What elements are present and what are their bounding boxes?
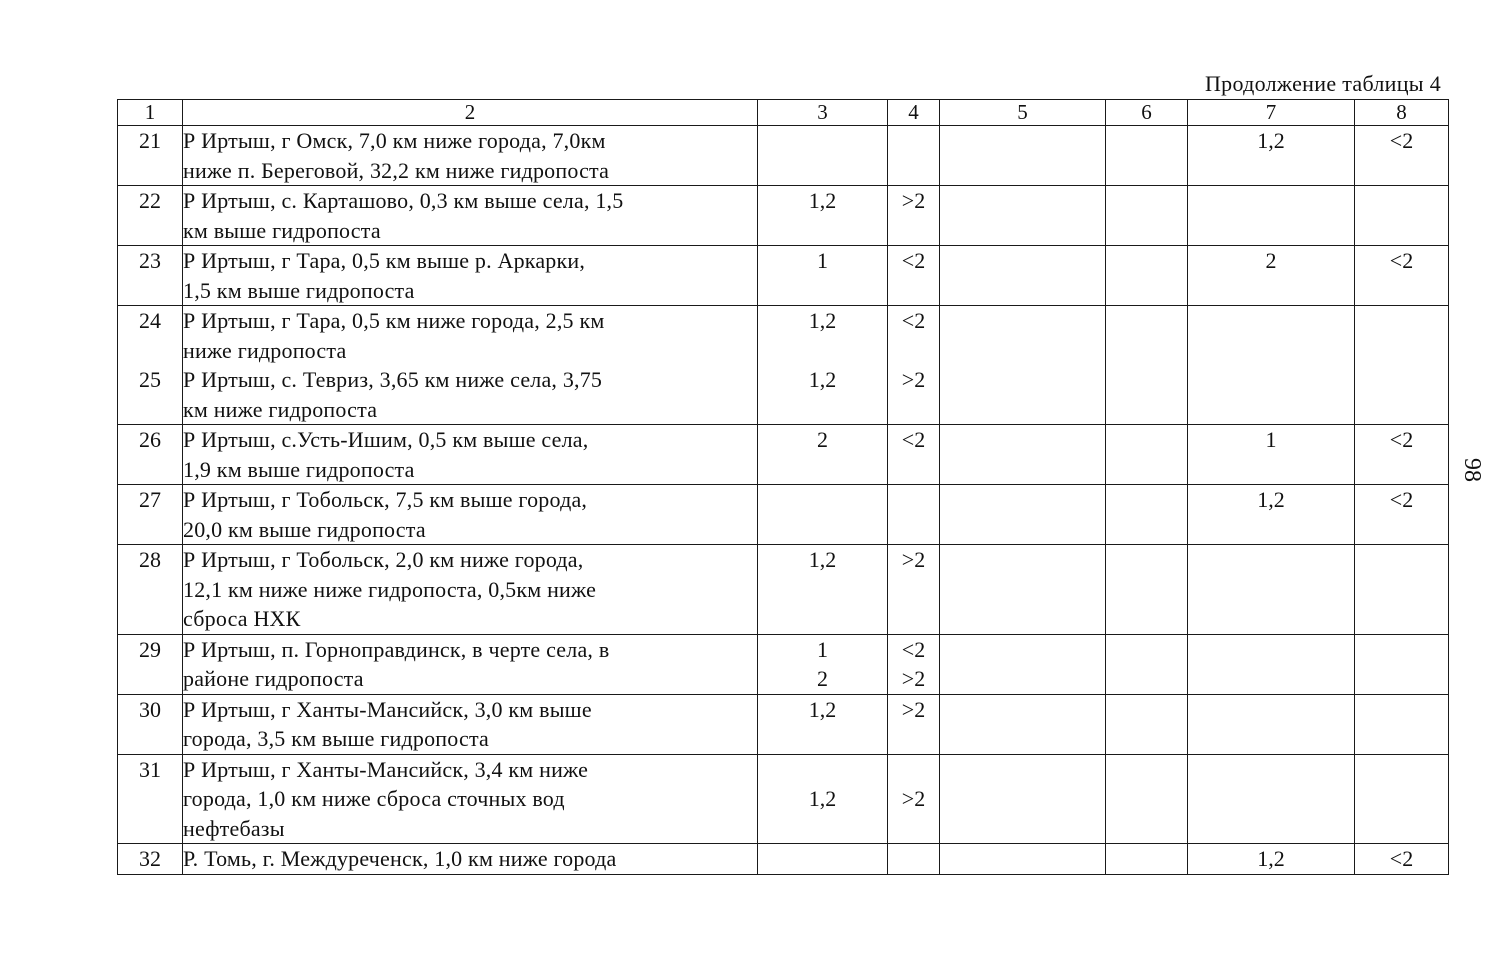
cell-line: 1,2 (808, 786, 837, 811)
col7-cell (1188, 545, 1355, 635)
description-cell (183, 754, 758, 844)
cell-line: 2 (817, 427, 828, 452)
col8-cell (1355, 186, 1449, 246)
cell-line: 1,2 (808, 696, 837, 722)
row-number-cell (118, 425, 183, 485)
column-header: 3 (758, 100, 888, 126)
table-row (118, 545, 1449, 635)
col5-cell (940, 425, 1106, 485)
col7-cell (1188, 694, 1355, 754)
cell-line: 2 (817, 666, 828, 691)
cell-line: ниже п. Береговой, 32,2 км ниже гидропоста (183, 157, 610, 183)
row-number-cell (118, 186, 183, 246)
cell-line: 1,2 (1257, 128, 1285, 153)
col5-cell (940, 306, 1106, 425)
col7-cell (1188, 485, 1355, 545)
cell-line: >2 (901, 666, 926, 691)
cell-line: >2 (901, 188, 926, 213)
cell-line: Р. Томь, г. Междуреченск, 1,0 км ниже города (183, 846, 617, 871)
header-row (118, 100, 1449, 126)
col5-cell (940, 545, 1106, 635)
col8-cell (1355, 754, 1449, 844)
cell-line: <2 (901, 636, 926, 662)
cell-line: Р Иртыш, г Ханты-Мансийск, 3,0 км выше (183, 696, 592, 722)
row-number-cell (118, 634, 183, 694)
cell-line: км ниже гидропоста (183, 396, 378, 422)
col7-cell (1188, 844, 1355, 875)
table-row (118, 634, 1449, 694)
cell-line: 26 (139, 427, 161, 452)
description-cell (183, 694, 758, 754)
cell-line: <2 (1389, 248, 1414, 273)
cell-line (118, 336, 182, 366)
col8-cell (1355, 844, 1449, 875)
col6-cell (1106, 186, 1188, 246)
cell-line: Р Иртыш, г Тара, 0,5 км ниже города, 2,5 км (183, 308, 605, 333)
column-header: 2 (183, 100, 758, 126)
row-number-cell (118, 754, 183, 844)
col8-cell (1355, 425, 1449, 485)
table-row (118, 425, 1449, 485)
column-header: 7 (1188, 100, 1355, 126)
cell-line: км выше гидропоста (183, 217, 381, 243)
col7-cell (1188, 754, 1355, 844)
col7-cell (1188, 634, 1355, 694)
col3-cell (758, 545, 888, 635)
col4-cell (888, 306, 940, 425)
col6-cell (1106, 545, 1188, 635)
col8-cell (1355, 306, 1449, 425)
col6-cell (1106, 844, 1188, 875)
col3-cell (758, 306, 888, 425)
cell-line: <2 (1389, 128, 1414, 153)
cell-line: 1,9 км выше гидропоста (183, 456, 415, 482)
col5-cell (940, 634, 1106, 694)
col3-cell (758, 634, 888, 694)
description-cell (183, 425, 758, 485)
col8-cell (1355, 126, 1449, 186)
col6-cell (1106, 754, 1188, 844)
row-number-cell (118, 844, 183, 875)
table-caption: Продолжение таблицы 4 (1204, 71, 1441, 96)
cell-line: 1,2 (808, 367, 837, 392)
cell-line: Р Иртыш, с. Тевриз, 3,65 км ниже села, 3,75 (183, 367, 603, 392)
cell-line: Р Иртыш, г Тобольск, 2,0 км ниже города, (183, 547, 584, 572)
col6-cell (1106, 634, 1188, 694)
cell-line: 1,2 (808, 188, 837, 213)
page-number: 98 (1459, 458, 1485, 482)
data-table (117, 99, 1449, 875)
table-row (118, 694, 1449, 754)
row-number-cell (118, 694, 183, 754)
col7-cell (1188, 425, 1355, 485)
cell-line: Р Иртыш, г Тара, 0,5 км выше р. Аркарки, (183, 248, 586, 273)
cell-line: 1 (1265, 427, 1277, 452)
col8-cell (1355, 545, 1449, 635)
cell-line: 31 (139, 756, 161, 782)
col6-cell (1106, 694, 1188, 754)
col3-cell (758, 694, 888, 754)
cell-line: 32 (139, 846, 161, 871)
col8-cell (1355, 246, 1449, 306)
row-number-cell (118, 246, 183, 306)
cell-line: 1 (817, 248, 828, 273)
col4-cell (888, 694, 940, 754)
table-row (118, 306, 1449, 425)
table-row (118, 844, 1449, 875)
cell-line (118, 395, 182, 425)
col8-cell (1355, 634, 1449, 694)
cell-line: >2 (901, 696, 926, 722)
cell-line: 24 (139, 308, 161, 333)
cell-line: Р Иртыш, п. Горноправдинск, в черте села, в (183, 636, 610, 662)
column-header: 8 (1355, 100, 1449, 126)
col6-cell (1106, 126, 1188, 186)
description-cell (183, 186, 758, 246)
cell-line (888, 755, 939, 785)
cell-line (758, 755, 887, 785)
row-number-cell (118, 306, 183, 425)
cell-line: 22 (139, 188, 161, 213)
cell-line: 1,2 (808, 308, 837, 333)
cell-line: 12,1 км ниже ниже гидропоста, 0,5км ниже (183, 576, 597, 602)
column-header: 1 (118, 100, 183, 126)
cell-line: районе гидропоста (183, 666, 364, 691)
cell-line: города, 1,0 км ниже сброса сточных вод (183, 786, 565, 811)
col5-cell (940, 246, 1106, 306)
cell-line: ниже гидропоста (183, 337, 347, 363)
table-row (118, 754, 1449, 844)
cell-line: нефтебазы (183, 815, 285, 841)
col8-cell (1355, 485, 1449, 545)
cell-line: Р Иртыш, г Ханты-Мансийск, 3,4 км ниже (183, 756, 589, 782)
cell-line: >2 (901, 367, 926, 392)
col3-cell (758, 126, 888, 186)
col4-cell (888, 186, 940, 246)
col3-cell (758, 844, 888, 875)
cell-line: Р Иртыш, г Тобольск, 7,5 км выше города, (183, 487, 588, 512)
cell-line: <2 (1389, 427, 1414, 452)
table-row (118, 186, 1449, 246)
col4-cell (888, 754, 940, 844)
col5-cell (940, 754, 1106, 844)
col4-cell (888, 485, 940, 545)
cell-line: 30 (139, 696, 161, 722)
cell-line: 1,5 км выше гидропоста (183, 277, 415, 303)
col3-cell (758, 425, 888, 485)
description-cell (183, 246, 758, 306)
cell-line (888, 336, 939, 366)
cell-line: 29 (139, 636, 161, 662)
cell-line (758, 336, 887, 366)
description-cell (183, 844, 758, 875)
cell-line: Р Иртыш, с. Карташово, 0,3 км выше села, 1,5 (183, 188, 624, 213)
col5-cell (940, 485, 1106, 545)
table-row (118, 126, 1449, 186)
col6-cell (1106, 306, 1188, 425)
col4-cell (888, 844, 940, 875)
table-body (118, 126, 1449, 875)
cell-line: 20,0 км выше гидропоста (183, 516, 426, 542)
row-number-cell (118, 545, 183, 635)
cell-line: <2 (1389, 846, 1414, 871)
column-header: 5 (940, 100, 1106, 126)
cell-line: 21 (139, 128, 161, 153)
description-cell (183, 485, 758, 545)
col6-cell (1106, 425, 1188, 485)
cell-line: >2 (901, 786, 926, 811)
cell-line: Р Иртыш, с.Усть-Ишим, 0,5 км выше села, (183, 427, 589, 452)
col8-cell (1355, 694, 1449, 754)
cell-line: 1 (817, 636, 828, 662)
cell-line: >2 (901, 547, 926, 572)
col5-cell (940, 126, 1106, 186)
cell-line: <2 (901, 308, 926, 333)
cell-line: 23 (139, 248, 161, 273)
col4-cell (888, 126, 940, 186)
cell-line: 1,2 (1257, 487, 1285, 512)
cell-line: <2 (1389, 487, 1414, 512)
description-cell (183, 545, 758, 635)
cell-line: 1,2 (808, 547, 837, 572)
column-header: 6 (1106, 100, 1188, 126)
cell-line: 1,2 (1257, 846, 1285, 871)
cell-line: Р Иртыш, г Омск, 7,0 км ниже города, 7,0км (183, 128, 606, 153)
description-cell (183, 634, 758, 694)
col7-cell (1188, 306, 1355, 425)
cell-line: 28 (139, 547, 161, 572)
col4-cell (888, 634, 940, 694)
col6-cell (1106, 485, 1188, 545)
col7-cell (1188, 246, 1355, 306)
cell-line: 27 (139, 487, 161, 512)
cell-line: <2 (901, 427, 926, 452)
table-row (118, 246, 1449, 306)
cell-line: 2 (1265, 248, 1277, 273)
col3-cell (758, 485, 888, 545)
description-cell (183, 126, 758, 186)
col3-cell (758, 186, 888, 246)
cell-line: <2 (901, 248, 926, 273)
description-cell (183, 306, 758, 425)
row-number-cell (118, 126, 183, 186)
col3-cell (758, 246, 888, 306)
column-header: 4 (888, 100, 940, 126)
col4-cell (888, 246, 940, 306)
cell-line: города, 3,5 км выше гидропоста (183, 726, 490, 751)
col3-cell (758, 754, 888, 844)
col6-cell (1106, 246, 1188, 306)
col4-cell (888, 545, 940, 635)
col5-cell (940, 694, 1106, 754)
cell-line: сброса НХК (183, 606, 301, 631)
cell-line: 25 (139, 367, 161, 392)
col7-cell (1188, 126, 1355, 186)
col5-cell (940, 186, 1106, 246)
table-row (118, 485, 1449, 545)
row-number-cell (118, 485, 183, 545)
col5-cell (940, 844, 1106, 875)
col7-cell (1188, 186, 1355, 246)
col4-cell (888, 425, 940, 485)
